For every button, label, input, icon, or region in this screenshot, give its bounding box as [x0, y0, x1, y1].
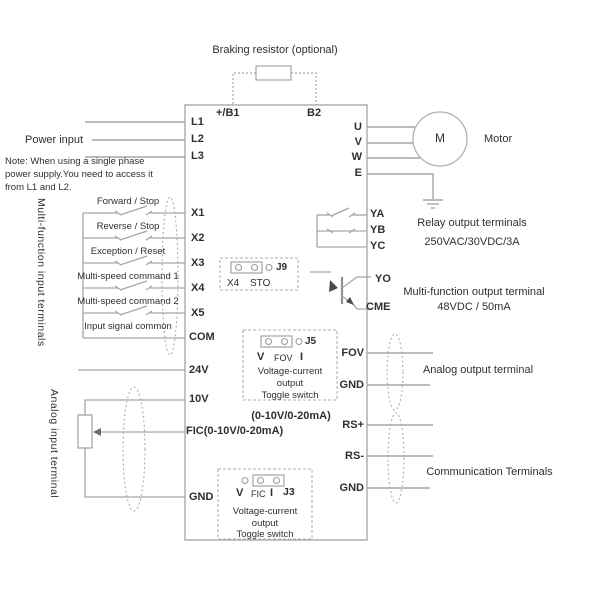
- braking-resistor-label: Braking resistor (optional): [212, 44, 338, 56]
- terminal-ya: YA: [370, 208, 385, 220]
- terminal-yc: YC: [370, 240, 386, 252]
- terminal-gnd-analog-out: GND: [339, 379, 364, 391]
- j5-desc-line-3: Toggle switch: [261, 390, 319, 401]
- terminal-l1: L1: [191, 116, 204, 128]
- terminal-24v: 24V: [189, 364, 209, 376]
- motor-label: Motor: [484, 133, 513, 145]
- j9-label-sto: STO: [250, 278, 271, 289]
- terminal-u: U: [354, 121, 362, 133]
- j5-desc-line-1: Voltage-current: [257, 366, 323, 377]
- power-input-lines: [85, 122, 185, 157]
- input-function-3: Exception / Reset: [90, 246, 166, 257]
- potentiometer-icon: [78, 400, 185, 497]
- braking-resistor-box: [233, 66, 316, 105]
- terminal-rs-plus: RS+: [342, 419, 364, 431]
- j3-switch-i: I: [270, 487, 274, 499]
- j5-range-label: (0-10V/0-20mA): [251, 410, 331, 422]
- terminal-x5: X5: [191, 307, 205, 319]
- optocoupler-icon: [310, 272, 371, 309]
- terminal-x3: X3: [191, 257, 205, 269]
- terminal-yo: YO: [375, 273, 391, 285]
- terminal-b2: B2: [307, 107, 322, 119]
- j5-switch-fov: FOV: [274, 353, 293, 363]
- terminal-fov: FOV: [341, 347, 364, 359]
- input-function-6: Input signal common: [84, 321, 172, 332]
- power-note-line-1: Note: When using a single phase: [5, 156, 145, 167]
- jumper-j3-label: J3: [283, 486, 295, 498]
- terminal-x1: X1: [191, 207, 205, 219]
- j5-switch-v: V: [257, 351, 265, 363]
- shield-ellipse-comm: [388, 413, 404, 503]
- wiper-arrow: [93, 428, 101, 436]
- terminal-b1: +/B1: [216, 107, 240, 119]
- terminal-gnd-left: GND: [189, 491, 214, 503]
- input-function-2: Reverse / Stop: [96, 221, 160, 232]
- j3-desc-line-3: Toggle switch: [236, 529, 294, 540]
- ground-icon: [423, 200, 443, 208]
- motor-symbol: M: [435, 131, 445, 145]
- terminal-l3: L3: [191, 150, 204, 162]
- group-label-multifunction-inputs: Multi-function input terminals: [35, 198, 47, 347]
- mf-output-caption-line-2: 48VDC / 50mA: [437, 301, 511, 313]
- j3-switch-fic: FIC: [251, 489, 266, 499]
- power-input-label: Power input: [25, 134, 84, 146]
- input-function-5: Multi-speed command 2: [77, 296, 179, 307]
- terminal-v: V: [354, 136, 362, 148]
- terminal-yb: YB: [370, 224, 386, 236]
- terminal-w: W: [351, 151, 362, 163]
- shield-ellipse-analog-in: [123, 387, 145, 511]
- communication-caption: Communication Terminals: [426, 466, 553, 478]
- j5-switch-i: I: [300, 351, 304, 363]
- shield-ellipse-analog-out: [387, 334, 403, 410]
- relay-caption-line-2: 250VAC/30VDC/3A: [424, 236, 520, 248]
- terminal-x4: X4: [191, 282, 205, 294]
- power-note-line-3: from L1 and L2.: [5, 182, 72, 193]
- terminal-l2: L2: [191, 133, 204, 145]
- relay-caption-line-1: Relay output terminals: [417, 217, 527, 229]
- jumper-j9-label: J9: [276, 262, 288, 273]
- terminal-10v: 10V: [189, 393, 209, 405]
- terminal-com: COM: [189, 331, 215, 343]
- input-function-1: Forward / Stop: [96, 196, 160, 207]
- terminal-cme: CME: [366, 301, 391, 313]
- input-function-4: Multi-speed command 1: [77, 271, 179, 282]
- j3-switch-v: V: [236, 487, 244, 499]
- power-note-line-2: power supply.You need to access it: [5, 169, 153, 180]
- group-label-analog-input: Analog input terminal: [48, 389, 60, 499]
- terminal-e: E: [354, 167, 362, 179]
- terminal-fic: FIC(0-10V/0-20mA): [186, 425, 284, 437]
- jumper-j5-label: J5: [305, 336, 317, 347]
- terminal-x2: X2: [191, 232, 205, 244]
- terminal-rs-minus: RS-: [345, 450, 364, 462]
- terminal-gnd-comm: GND: [339, 482, 364, 494]
- analog-output-caption: Analog output terminal: [422, 364, 534, 376]
- relay-contacts: [317, 208, 367, 247]
- j5-desc-line-2: output: [276, 378, 304, 389]
- mf-output-caption-line-1: Multi-function output terminal: [403, 286, 545, 298]
- j9-label-x4: X4: [227, 278, 240, 289]
- j3-desc-line-1: Voltage-current: [232, 506, 298, 517]
- j3-desc-line-2: output: [251, 518, 279, 529]
